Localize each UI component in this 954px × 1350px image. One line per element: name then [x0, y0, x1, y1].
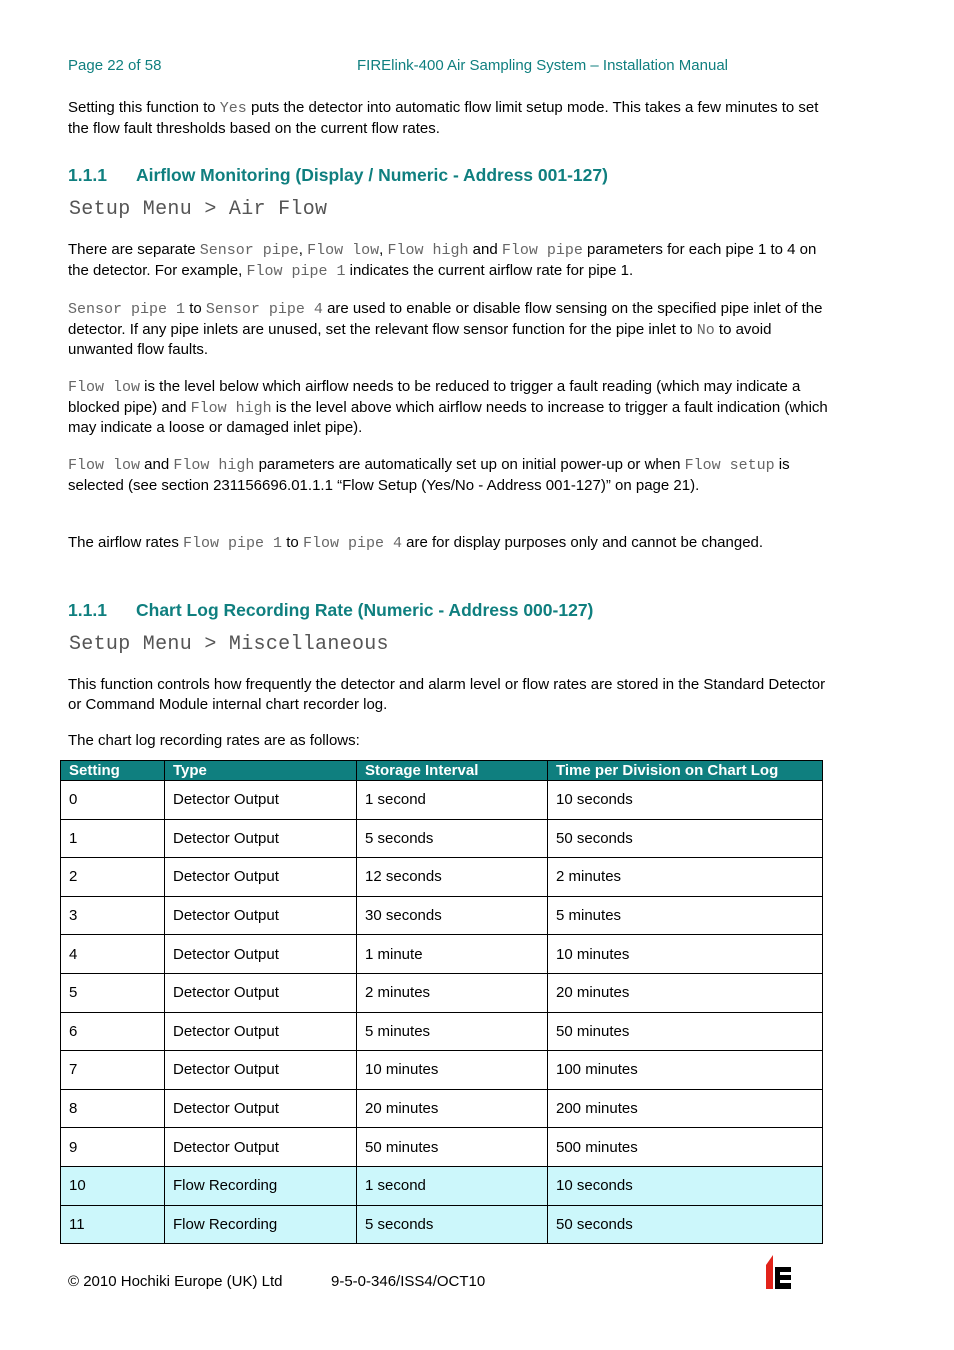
cell-storage-interval: 50 minutes: [357, 1128, 548, 1167]
cell-setting: 2: [61, 858, 165, 897]
table-row: [61, 973, 823, 1012]
cell-time-per-division: 10 seconds: [548, 1166, 823, 1205]
chartlog-paragraph-1: This function controls how frequently the detector and alarm level or flow rates are stored in the Standard Detector or Command Module internal chart recorder log.: [68, 676, 826, 713]
cell-type: Detector Output: [165, 1128, 357, 1167]
column-header-time-per-division: Time per Division on Chart Log: [548, 761, 823, 781]
cell-time-per-division: 10 seconds: [548, 781, 823, 820]
code-yes: Yes: [219, 100, 247, 117]
cell-setting: 11: [61, 1205, 165, 1244]
table-row: [61, 858, 823, 897]
table-row: [61, 1166, 823, 1205]
table-row: [61, 1012, 823, 1051]
document-title: FIRElink-400 Air Sampling System – Installation Manual: [357, 57, 729, 74]
footer-copyright: © 2010 Hochiki Europe (UK) Ltd: [68, 1273, 283, 1290]
section-number-chartlog: 1.1.1: [68, 600, 107, 620]
page-number: Page 22 of 58: [68, 57, 162, 74]
cell-time-per-division: 5 minutes: [548, 896, 823, 935]
cell-storage-interval: 1 second: [357, 1166, 548, 1205]
airflow-paragraph-2: Sensor pipe 1 to Sensor pipe 4 are used to enable or disable flow sensing on the specified pipe inlet of the detector. If any pipe inlets are unused, set the relevant flow sensor function for the pipe inlet to No to avoid unwanted flow faults.: [68, 300, 823, 358]
chartlog-paragraph-2: The chart log recording rates are as follows:: [68, 732, 360, 749]
cell-type: Flow Recording: [165, 1205, 357, 1244]
cell-time-per-division: 50 seconds: [548, 1205, 823, 1244]
cell-storage-interval: 5 minutes: [357, 1012, 548, 1051]
menu-path-airflow: Setup Menu > Air Flow: [69, 198, 328, 221]
cell-setting: 4: [61, 935, 165, 974]
cell-time-per-division: 100 minutes: [548, 1051, 823, 1090]
cell-time-per-division: 50 minutes: [548, 1012, 823, 1051]
cell-type: Detector Output: [165, 973, 357, 1012]
section-number-airflow: 1.1.1: [68, 165, 107, 185]
cell-time-per-division: 2 minutes: [548, 858, 823, 897]
column-header-storage-interval: Storage Interval: [357, 761, 548, 781]
airflow-paragraph-3: Flow low is the level below which airflow needs to be reduced to trigger a fault reading (which may indicate a blocked pipe) and Flow high is the level above which airflow needs to increase to trigger a fault indication (which may indicate a loose or damaged inlet pipe).: [68, 378, 828, 436]
column-header-type: Type: [165, 761, 357, 781]
cell-type: Detector Output: [165, 1051, 357, 1090]
cell-storage-interval: 1 second: [357, 781, 548, 820]
table-header-row: [61, 761, 823, 781]
cell-type: Detector Output: [165, 896, 357, 935]
section-heading-airflow: Airflow Monitoring (Display / Numeric - Address 001-127): [136, 165, 608, 185]
footer-document-reference: 9-5-0-346/ISS4/OCT10: [331, 1273, 486, 1290]
cell-storage-interval: 5 seconds: [357, 819, 548, 858]
section-heading-chartlog: Chart Log Recording Rate (Numeric - Address 000-127): [136, 600, 594, 620]
cell-type: Detector Output: [165, 819, 357, 858]
cell-type: Detector Output: [165, 1089, 357, 1128]
cell-time-per-division: 200 minutes: [548, 1089, 823, 1128]
table-row: [61, 1128, 823, 1167]
cell-setting: 5: [61, 973, 165, 1012]
airflow-paragraph-1: There are separate Sensor pipe, Flow low, Flow high and Flow pipe parameters for each pipe 1 to 4 on the detector. For example, Flow pipe 1 indicates the current airflow rate for pipe 1.: [68, 241, 817, 280]
cell-type: Detector Output: [165, 781, 357, 820]
cell-time-per-division: 20 minutes: [548, 973, 823, 1012]
cell-type: Detector Output: [165, 1012, 357, 1051]
cell-type: Detector Output: [165, 858, 357, 897]
cell-setting: 7: [61, 1051, 165, 1090]
cell-storage-interval: 10 minutes: [357, 1051, 548, 1090]
cell-setting: 3: [61, 896, 165, 935]
table-row: [61, 781, 823, 820]
table-row: [61, 1051, 823, 1090]
cell-setting: 6: [61, 1012, 165, 1051]
table-row: [61, 819, 823, 858]
cell-type: Flow Recording: [165, 1166, 357, 1205]
cell-setting: 0: [61, 781, 165, 820]
cell-setting: 8: [61, 1089, 165, 1128]
cell-type: Detector Output: [165, 935, 357, 974]
intro-paragraph: Setting this function to Yes puts the detector into automatic flow limit setup mode. This takes a few minutes to set the flow fault thresholds based on the current flow rates.: [68, 99, 819, 137]
cell-time-per-division: 500 minutes: [548, 1128, 823, 1167]
cell-time-per-division: 50 seconds: [548, 819, 823, 858]
cell-setting: 9: [61, 1128, 165, 1167]
table-row: [61, 1205, 823, 1244]
cell-storage-interval: 2 minutes: [357, 973, 548, 1012]
table-row: [61, 896, 823, 935]
hochiki-logo-icon: [764, 1255, 792, 1289]
table-row: [61, 935, 823, 974]
cell-storage-interval: 12 seconds: [357, 858, 548, 897]
column-header-setting: Setting: [61, 761, 165, 781]
cell-storage-interval: 5 seconds: [357, 1205, 548, 1244]
chart-log-rates-table: [60, 760, 823, 1244]
cell-storage-interval: 1 minute: [357, 935, 548, 974]
cell-storage-interval: 20 minutes: [357, 1089, 548, 1128]
cell-setting: 10: [61, 1166, 165, 1205]
menu-path-chartlog: Setup Menu > Miscellaneous: [69, 633, 389, 656]
cell-time-per-division: 10 minutes: [548, 935, 823, 974]
airflow-paragraph-5: The airflow rates Flow pipe 1 to Flow pipe 4 are for display purposes only and cannot be changed.: [68, 534, 764, 552]
airflow-paragraph-4: Flow low and Flow high parameters are automatically set up on initial power-up or when Flow setup is selected (see section 231156696.01.1.1 “Flow Setup (Yes/No - Address 001-127)” on page 21).: [68, 456, 790, 494]
table-row: [61, 1089, 823, 1128]
cell-storage-interval: 30 seconds: [357, 896, 548, 935]
cell-setting: 1: [61, 819, 165, 858]
